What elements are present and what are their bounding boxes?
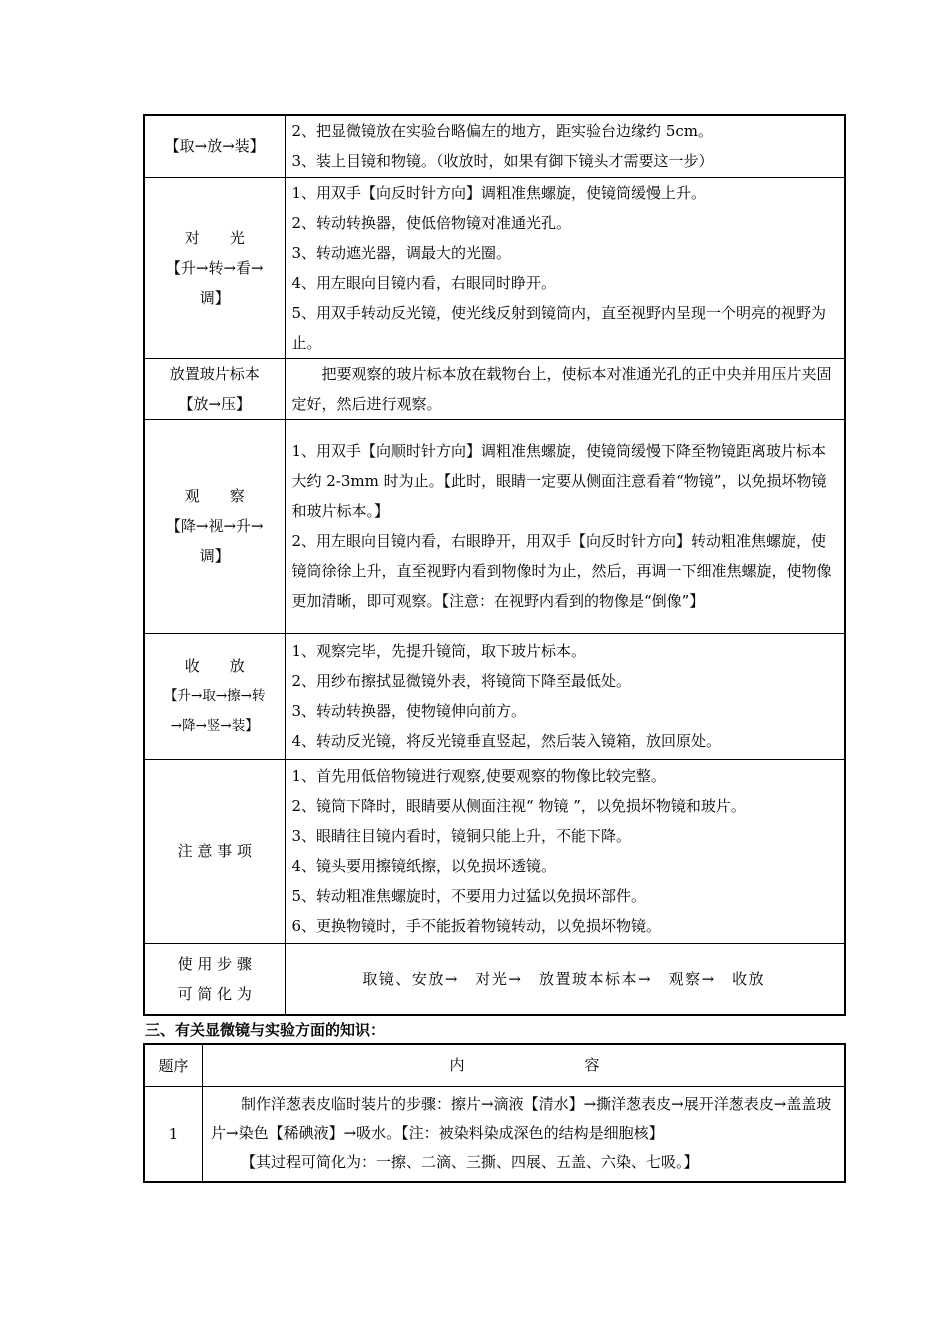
row-number: 1 bbox=[144, 1086, 203, 1182]
simplified-steps: 取镜、安放→ 对光→ 放置玻本标本→ 观察→ 收放 bbox=[362, 969, 766, 988]
section-heading: 三、有关显微镜与实验方面的知识： bbox=[145, 1021, 386, 1039]
knowledge-table bbox=[143, 1043, 846, 1183]
row-label: 注 意 事 项 bbox=[144, 759, 285, 943]
table-row bbox=[144, 115, 845, 177]
table-row bbox=[144, 759, 845, 943]
header-col-number: 题序 bbox=[144, 1044, 203, 1086]
table-row bbox=[144, 177, 845, 358]
row-label: 使 用 步 骤 可 简 化 为 bbox=[144, 943, 285, 1015]
row-label: 放置玻片标本 【放→压】 bbox=[144, 358, 285, 419]
row-label: 【取→放→装】 bbox=[144, 115, 285, 177]
microscope-usage-table bbox=[143, 114, 846, 1016]
header-col-content: 内 容 bbox=[203, 1044, 846, 1086]
table-row bbox=[144, 633, 845, 759]
table-row bbox=[144, 943, 845, 1015]
row-content: 1、用双手【向反时针方向】调粗准焦螺旋，使镜筒缓慢上升。 2、转动转换器，使低倍物镜对准通光孔。 3、转动遮光器，调最大的光圈。 4、用左眼向目镜内看，右眼同时睁开。 5、用双手转动反光镜，使光线反射到镜筒内，直至视野内呈现一个明亮的视野为止。 bbox=[285, 177, 845, 358]
row-label: 观 察 【降→视→升→ 调】 bbox=[144, 419, 285, 633]
row-label: 收 放 【升→取→擦→转 →降→竖→装】 bbox=[144, 633, 285, 759]
row-label: 对 光 【升→转→看→ 调】 bbox=[144, 177, 285, 358]
row-content bbox=[285, 943, 845, 1015]
table-row bbox=[144, 1086, 845, 1182]
table-row bbox=[144, 419, 845, 633]
row-content: 1、用双手【向顺时针方向】调粗准焦螺旋，使镜筒缓慢下降至物镜距离玻片标本大约 2-3mm 时为止。【此时，眼睛一定要从侧面注意看着“物镜”，以免损坏物镜和玻片标本。】 2、用左眼向目镜内看，右眼睁开，用双手【向反时针方向】转动粗准焦螺旋，使镜筒徐徐上升，直至视野内看到物像时为止，然后，再调一下细准焦螺旋，使物像更加清晰，即可观察。【注意：在视野内看到的物像是“倒像”】 bbox=[285, 419, 845, 633]
row-content: 把要观察的玻片标本放在载物台上，使标本对准通光孔的正中央并用压片夹固定好，然后进行观察。 bbox=[285, 358, 845, 419]
row-content: 1、首先用低倍物镜进行观察,使要观察的物像比较完整。 2、镜筒下降时，眼睛要从侧面注视“ 物镜 ”，以免损坏物镜和玻片。 3、眼睛往目镜内看时，镜铜只能上升，不能下降。 4、镜头要用擦镜纸擦，以免损坏透镜。 5、转动粗准焦螺旋时，不要用力过猛以免损坏部件。 6、更换物镜时，手不能扳着物镜转动，以免损坏物镜。 bbox=[285, 759, 845, 943]
table-header-row bbox=[144, 1044, 845, 1086]
row-content: 2、把显微镜放在实验台略偏左的地方，距实验台边缘约 5cm。 3、装上目镜和物镜。（收放时，如果有御下镜头才需要这一步） bbox=[285, 115, 845, 177]
row-content: 制作洋葱表皮临时装片的步骤：擦片→滴液【清水】→撕洋葱表皮→展开洋葱表皮→盖盖玻片→染色【稀碘液】→吸水。【注：被染料染成深色的结构是细胞核】 【其过程可简化为：一擦、二滴、三撕、四展、五盖、六染、七吸。】 bbox=[203, 1086, 846, 1182]
row-content: 1、观察完毕，先提升镜筒，取下玻片标本。 2、用纱布擦拭显微镜外表，将镜筒下降至最低处。 3、转动转换器，使物镜伸向前方。 4、转动反光镜，将反光镜垂直竖起，然后装入镜箱，放回原处。 bbox=[285, 633, 845, 759]
table-row bbox=[144, 358, 845, 419]
